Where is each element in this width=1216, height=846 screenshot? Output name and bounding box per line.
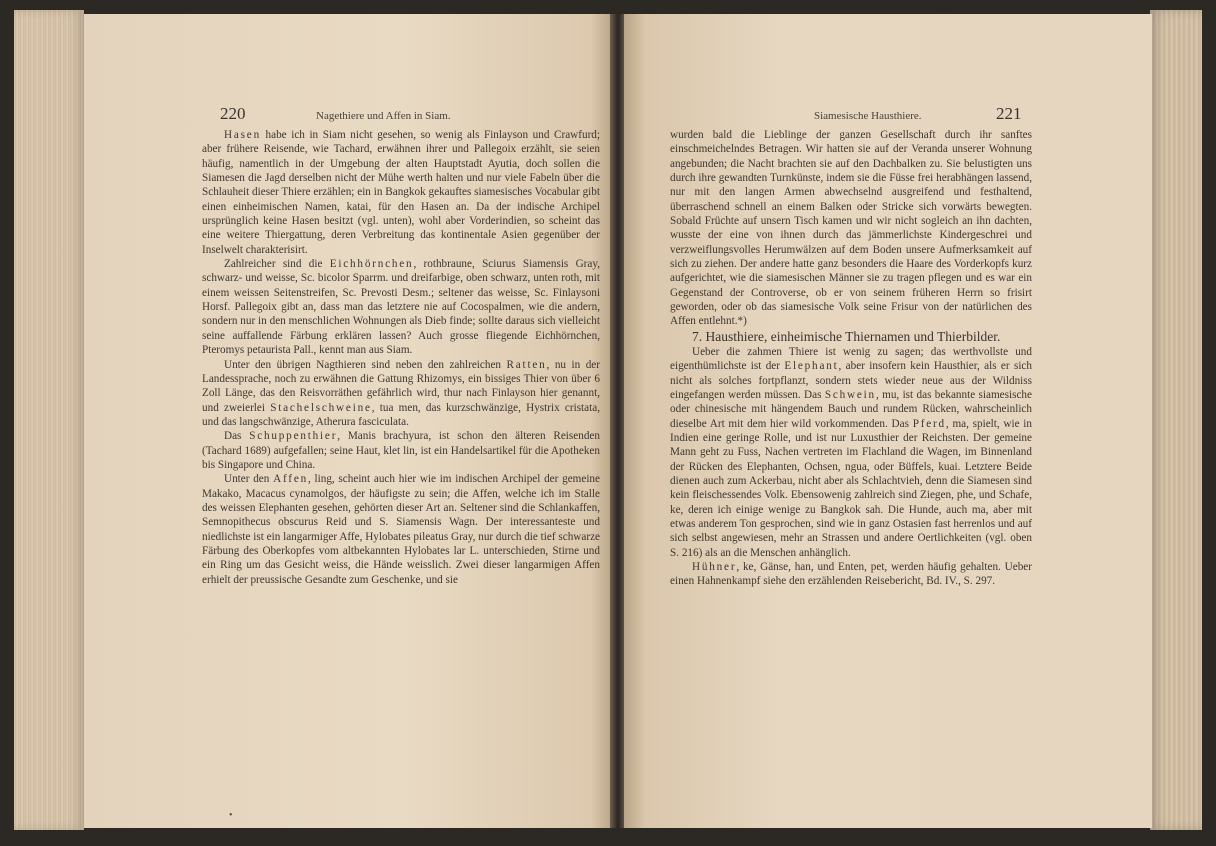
paragraph-affen: [202, 472, 600, 587]
page-speck-mark: •: [229, 810, 233, 821]
term-schwein: Schwein: [824, 388, 876, 401]
term-schuppenthier: Schuppenthier: [249, 430, 338, 443]
term-stachelschweine: Stachelschweine: [270, 401, 372, 414]
paragraph-text: , ke, Gänse, han, und Enten, pet, werden häufig gehalten. Ueber einen Hahnenkampf siehe den erzählenden Reisebericht, Bd. IV., S. 297.: [670, 560, 1032, 588]
paragraph-text: , ling, scheint auch hier wie im indischen Archipel der gemeine Makako, Macacus cynamolgos, der häufigste zu sein; die Affen, welche ich im Stalle des weissen Elephanten gesehen, gehörten dieser Art an. Seltener sind die Schlankaffen, Semnopithecus obscurus Reid und S. Siamensis Wagn. Der interessanteste und niedlichste ist ein langarmiger Affe, Hylobates pileatus Gray, nur durch die tief schwarze Färbung des Oberkopfes vom altbekannten Hylobates lar L. unterschieden, Stirne und ein Ring um das Gesicht weiss, die Hände weisslich. Zwei dieser langarmigen Affen erhielt der preussische Gesandte zum Geschenke, und sie: [202, 473, 600, 586]
paragraph-text: , Manis brachyura, ist schon den älteren Reisenden (Tachard 1689) aufgefallen; seine Haut, klet lin, ist ein Handelsartikel für die Apotheken bis Singapore und China.: [202, 430, 600, 471]
term-huehner: Hühner: [692, 560, 737, 573]
term-eichhoernchen: Eichhörnchen: [329, 258, 414, 271]
paragraph-text: , mu, ist das bekannte siamesische oder chinesische mit hängendem Bauch und rundem Rücken, wahrscheinlich dieselbe Art mit dem hier wild vorkommenden. Das: [670, 388, 1032, 430]
paragraph-text: , nu in der Landessprache, noch zu erwähnen die Gattung Rhizomys, ein bissiges Thier von über 6 Zoll Länge, das den Reisvorräthen gefährlich wird, thur nach Finlayson hier genannt, und zweierlei: [202, 358, 600, 414]
paragraph-text: Zahlreicher sind die: [224, 258, 330, 271]
paragraph-hasen: [202, 128, 600, 257]
left-page-edges: [14, 10, 84, 830]
paragraph-text: , ma, spielt, wie in Indien eine geringe Rolle, und ist nur Luxusthier der Reichsten. Der gemeine Mann geht zu Fuss, Nachen vertreten im Flachland die Wagen, im Binnenland der Rücken des Elephanten, Ochsen, ngua, oder Büffels, kuai. Letztere Beide dienen auch zum Ackerbau, nicht aber als Schlachtvieh, denn die Siamesen sind kein fleischessendes Volk. Ebensowenig zahlreich sind Ziegen, phe, und Schafe, ke, deren ich einige wenige zu Bangkok sah. Die Hunde, auch ma, aber mit etwas anderem Ton gesprochen, sind wie in ganz Ostasien fast herrenlos und auf sich selbst angewiesen, mehr an Strassen und andere Oertlichkeiten (vgl. oben S. 216) als an die Menschen anhänglich.: [670, 417, 1032, 559]
paragraph-text: , aber insofern kein Hausthier, als er sich nicht als solches fortpflanzt, sondern stets wieder neue aus der Wildniss eingefangen werden müssen. Das: [670, 360, 1032, 401]
right-page-body: [670, 128, 1032, 589]
left-page-number: 220: [220, 104, 246, 123]
paragraph-text: , rothbraune, Sciurus Siamensis Gray, schwarz- und weisse, Sc. bicolor Sparrm. und dreifarbige, oben schwarz, unten roth, mit einem weissen Seitenstreifen, Sc. Prevosti Desm.; seltener das weisse, Sc. Finlaysoni Horsf. Pallegoix gibt an, dass man das letztere nie auf Cocospalmen, wie die andern, sondern nur in den menschlichen Wohnungen als Dieb finde; sollte daraus sich vielleicht seine auffallende Färbung erklären lassen? Auch grosse fliegende Eichhörnchen, Pteromys petaurista Pall., kennt man aus Siam.: [202, 258, 600, 357]
left-page-body: [202, 128, 600, 587]
right-page-edges: [1150, 10, 1202, 830]
right-page: [624, 14, 1152, 828]
paragraph-gefluegel: [670, 560, 1032, 589]
paragraph-schuppenthier: [202, 429, 600, 472]
paragraph-text: habe ich in Siam nicht gesehen, so wenig als Finlayson und Crawfurd; aber frühere Reisende, wie Tachard, erwähnen ihrer und Pallegoix erzählt, sie seien häufig, namentlich in der Umgebung der alten Hauptstadt Ayutia, doch sollen die Siamesen die Jagd derselben nicht der Mühe werth halten und nur viele Fabeln über die Schlauheit dieser Thiere erzählen; ein in Bangkok gekauftes siamesisches Vocabular gibt einen einheimischen Namen, katai, für den Hasen an. Da der indische Archipel ursprünglich keine Hasen besitzt (vgl. unten), wohl aber Vorderindien, so scheint das eine weitere Thiergattung, deren Verbreitung das kontinentale Asien gegenüber der Inselwelt charakterisirt.: [202, 129, 600, 256]
left-running-head: Nagethiere und Affen in Siam.: [316, 110, 451, 122]
paragraph-text: , tua men, das kurzschwänzige, Hystrix cristata, und das langschwänzige, Atherura fasciculata.: [202, 401, 600, 428]
paragraph-text: Unter den übrigen Nagthieren sind neben den zahlreichen: [224, 358, 507, 371]
paragraph-ratten: [202, 358, 600, 430]
term-ratten: Ratten: [506, 358, 547, 371]
right-running-head: Siamesische Hausthiere.: [814, 110, 922, 122]
section-heading: 7. Hausthiere, einheimische Thiernamen und Thierbilder.: [692, 328, 1001, 344]
term-affen: Affen: [273, 473, 308, 486]
left-page: [84, 14, 612, 828]
term-hasen: Hasen: [224, 129, 261, 141]
term-elephant: Elephant: [784, 360, 839, 373]
right-page-number: 221: [996, 104, 1022, 123]
paragraph-text: Das: [224, 430, 250, 443]
paragraph-text: Unter den: [224, 473, 274, 486]
paragraph-hausthiere: [670, 345, 1032, 560]
paragraph-eichhoernchen: [202, 257, 600, 357]
paragraph-text: Ueber die zahmen Thiere ist wenig zu sagen; das werthvollste und eigenthümlichste ist der: [670, 345, 1032, 373]
paragraph-continued: wurden bald die Lieblinge der ganzen Gesellschaft durch ihr sanftes einschmeichelndes Betragen. Wir hatten sie auf der Veranda unserer Wohnung angebunden; die Nacht brachten sie auf den Dachbalken zu. Sie belustigten uns durch ihre gewandten Turnkünste, indem sie die Füsse frei herabhängen lassend, nur mit den langen Armen abwechselnd ausgreifend und festhaltend, überraschend schnell an einem Balken oder Stricke sich vorwärts bewegten. Sobald Früchte auf unsern Tisch kamen und wir nicht sogleich an ihn dachten, wusste der eine von ihnen durch das jämmerlichste Kindergeschrei und verzweiflungsvolles Herumwälzen auf dem Boden unsere Aufmerksamkeit auf sich zu ziehen. Der andere hatte ganz besonders die Haare des Vorderkopfs kurz aufgerichtet, wie die siamesischen Männer sie zu tragen pflegen und es war ein Gegenstand der Controverse, ob er von seinem früheren Herrn so frisirt geworden, oder ob das siamesische Volk seine Frisur von der natürlichen des Affen entlehnt.*): [670, 129, 1032, 328]
term-pferd: Pferd: [912, 417, 946, 430]
